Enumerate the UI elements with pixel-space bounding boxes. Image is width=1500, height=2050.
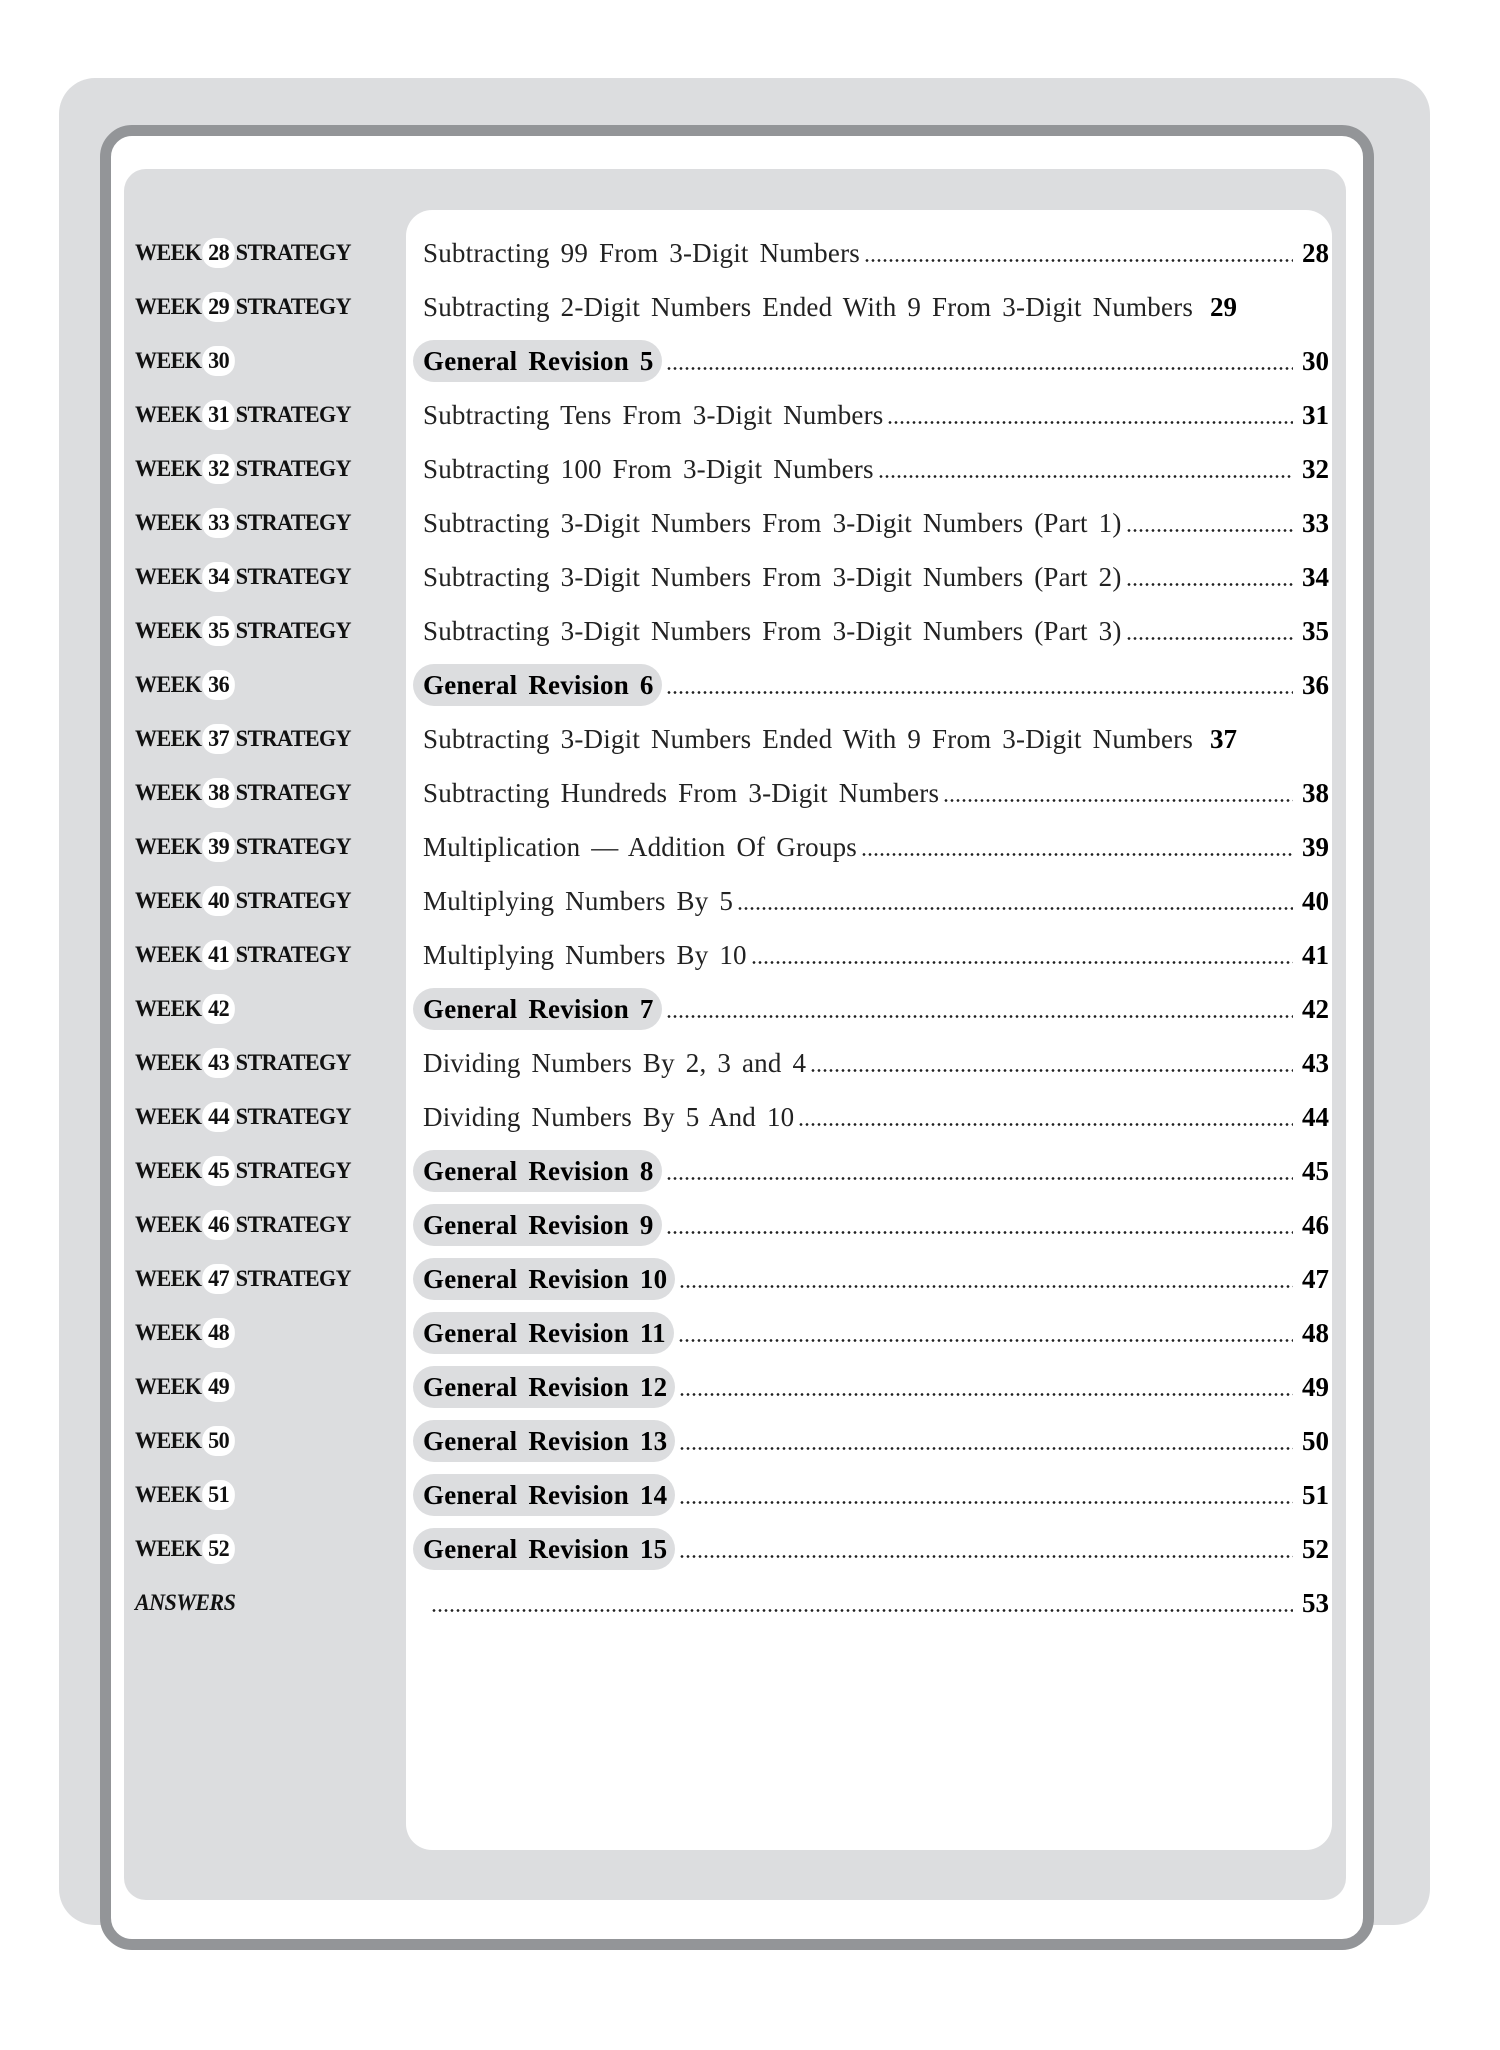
week-number-badge: 52 bbox=[202, 1534, 234, 1564]
toc-row[interactable] bbox=[0, 664, 1500, 706]
toc-entry[interactable] bbox=[413, 394, 1329, 436]
dot-leader bbox=[1126, 556, 1293, 598]
dot-leader bbox=[943, 772, 1293, 814]
week-number-badge: 43 bbox=[202, 1048, 234, 1078]
toc-row[interactable] bbox=[0, 772, 1500, 814]
toc-entry[interactable] bbox=[413, 718, 1329, 760]
toc-row[interactable] bbox=[0, 286, 1500, 328]
entry-title[interactable]: General Revision 6 bbox=[413, 664, 662, 706]
toc-row[interactable] bbox=[0, 826, 1500, 868]
week-label bbox=[135, 1258, 351, 1300]
week-prefix: WEEK bbox=[135, 564, 202, 589]
week-suffix: STRATEGY bbox=[235, 564, 352, 589]
toc-entry[interactable] bbox=[413, 772, 1329, 814]
page-number: 38 bbox=[1302, 777, 1329, 808]
week-number-badge: 38 bbox=[202, 778, 234, 808]
week-label bbox=[135, 1096, 351, 1138]
entry-title[interactable]: Dividing Numbers By 5 And 10 bbox=[423, 1101, 795, 1132]
toc-entry[interactable] bbox=[413, 1096, 1329, 1138]
week-label bbox=[135, 664, 236, 706]
week-prefix: WEEK bbox=[135, 1212, 202, 1237]
week-prefix: WEEK bbox=[135, 726, 202, 751]
toc-row[interactable] bbox=[0, 880, 1500, 922]
toc-row[interactable] bbox=[0, 718, 1500, 760]
week-prefix: WEEK bbox=[135, 834, 202, 859]
week-number-badge: 47 bbox=[202, 1264, 234, 1294]
week-prefix: WEEK bbox=[135, 1320, 202, 1345]
entry-title[interactable]: General Revision 5 bbox=[413, 340, 662, 382]
dot-leader bbox=[1126, 502, 1293, 544]
week-number-badge: 51 bbox=[202, 1480, 234, 1510]
entry-title[interactable]: Subtracting 3-Digit Numbers From 3-Digit Numbers (Part 2) bbox=[423, 561, 1122, 592]
page-number: 32 bbox=[1302, 453, 1329, 484]
page-number: 45 bbox=[1302, 1155, 1329, 1186]
week-label bbox=[135, 988, 236, 1030]
entry-title[interactable]: Dividing Numbers By 2, 3 and 4 bbox=[423, 1047, 807, 1078]
entry-title[interactable]: Subtracting 3-Digit Numbers Ended With 9 From 3-Digit Numbers bbox=[423, 723, 1194, 754]
entry-title[interactable]: Subtracting Hundreds From 3-Digit Numbers bbox=[423, 777, 940, 808]
week-number-badge: 49 bbox=[202, 1372, 234, 1402]
toc-entry[interactable] bbox=[413, 286, 1329, 328]
week-prefix: WEEK bbox=[135, 294, 202, 319]
toc-entry[interactable] bbox=[413, 1258, 1329, 1300]
dot-leader bbox=[1126, 610, 1293, 652]
week-suffix: STRATEGY bbox=[235, 1104, 352, 1129]
page-number: 34 bbox=[1302, 561, 1329, 592]
toc-entry[interactable] bbox=[413, 1150, 1329, 1192]
week-label bbox=[135, 394, 351, 436]
week-number-badge: 32 bbox=[202, 454, 234, 484]
toc-row[interactable] bbox=[0, 934, 1500, 976]
week-label bbox=[135, 232, 351, 274]
week-number-badge: 36 bbox=[202, 670, 234, 700]
toc-entry[interactable] bbox=[413, 448, 1329, 490]
week-prefix: WEEK bbox=[135, 1536, 202, 1561]
week-label bbox=[135, 1042, 351, 1084]
toc-row[interactable] bbox=[0, 1258, 1500, 1300]
toc-entry[interactable] bbox=[413, 232, 1329, 274]
page-number: 43 bbox=[1302, 1047, 1329, 1078]
dot-leader bbox=[1197, 718, 1201, 760]
toc-row[interactable] bbox=[0, 502, 1500, 544]
week-prefix: WEEK bbox=[135, 1374, 202, 1399]
week-number-badge: 44 bbox=[202, 1102, 234, 1132]
week-number-badge: 30 bbox=[202, 346, 234, 376]
week-prefix: WEEK bbox=[135, 888, 202, 913]
week-number-badge: 41 bbox=[202, 940, 234, 970]
week-number-badge: 37 bbox=[202, 724, 234, 754]
toc-row[interactable] bbox=[0, 1150, 1500, 1192]
week-label bbox=[135, 880, 351, 922]
page-number: 46 bbox=[1302, 1209, 1329, 1240]
dot-leader bbox=[751, 934, 1293, 976]
week-label bbox=[135, 1204, 351, 1246]
week-prefix: WEEK bbox=[135, 1266, 202, 1291]
dot-leader bbox=[666, 988, 1293, 1030]
entry-title[interactable]: General Revision 10 bbox=[413, 1258, 675, 1300]
toc-row[interactable] bbox=[0, 232, 1500, 274]
dot-leader bbox=[737, 880, 1293, 922]
page-number: 48 bbox=[1302, 1317, 1329, 1348]
week-number-badge: 35 bbox=[202, 616, 234, 646]
page-number: 42 bbox=[1302, 993, 1329, 1024]
toc-row[interactable] bbox=[0, 988, 1500, 1030]
week-prefix: WEEK bbox=[135, 780, 202, 805]
answers-label: ANSWERS bbox=[135, 1590, 236, 1615]
dot-leader bbox=[666, 664, 1293, 706]
dot-leader bbox=[678, 1312, 1293, 1354]
toc-row[interactable] bbox=[0, 1042, 1500, 1084]
week-number-badge: 28 bbox=[202, 238, 234, 268]
toc-entry[interactable] bbox=[413, 988, 1329, 1030]
week-suffix: STRATEGY bbox=[235, 402, 352, 427]
week-suffix: STRATEGY bbox=[235, 1050, 352, 1075]
week-label bbox=[135, 826, 351, 868]
dot-leader bbox=[810, 1042, 1293, 1084]
page-number: 39 bbox=[1302, 831, 1329, 862]
entry-title[interactable]: Multiplying Numbers By 10 bbox=[423, 939, 747, 970]
week-number-badge: 31 bbox=[202, 400, 234, 430]
page-number: 35 bbox=[1302, 615, 1329, 646]
week-prefix: WEEK bbox=[135, 942, 202, 967]
dot-leader bbox=[861, 826, 1293, 868]
toc-row[interactable] bbox=[0, 556, 1500, 598]
week-label bbox=[135, 1474, 236, 1516]
week-label bbox=[135, 286, 351, 328]
page-number: 30 bbox=[1302, 345, 1329, 376]
toc-row[interactable] bbox=[0, 1204, 1500, 1246]
dot-leader bbox=[878, 448, 1293, 490]
page-number: 28 bbox=[1302, 237, 1329, 268]
dot-leader bbox=[679, 1474, 1293, 1516]
toc-row[interactable] bbox=[0, 448, 1500, 490]
page-number: 41 bbox=[1302, 939, 1329, 970]
entry-title[interactable]: General Revision 8 bbox=[413, 1150, 662, 1192]
dot-leader bbox=[679, 1366, 1293, 1408]
page-number: 52 bbox=[1302, 1533, 1329, 1564]
entry-title[interactable]: General Revision 15 bbox=[413, 1528, 675, 1570]
week-number-badge: 50 bbox=[202, 1426, 234, 1456]
dot-leader bbox=[864, 232, 1293, 274]
week-label bbox=[135, 1150, 351, 1192]
week-prefix: WEEK bbox=[135, 510, 202, 535]
toc-entry[interactable] bbox=[413, 664, 1329, 706]
page-number: 47 bbox=[1302, 1263, 1329, 1294]
page-number: 49 bbox=[1302, 1371, 1329, 1402]
week-number-badge: 33 bbox=[202, 508, 234, 538]
page-number: 51 bbox=[1302, 1479, 1329, 1510]
toc-entry[interactable] bbox=[413, 1528, 1329, 1570]
week-number-badge: 40 bbox=[202, 886, 234, 916]
toc-row[interactable] bbox=[0, 610, 1500, 652]
page-number: 44 bbox=[1302, 1101, 1329, 1132]
week-label bbox=[135, 502, 351, 544]
dot-leader bbox=[679, 1528, 1293, 1570]
toc-entry[interactable] bbox=[413, 1366, 1329, 1408]
toc-entry[interactable] bbox=[413, 1474, 1329, 1516]
week-prefix: WEEK bbox=[135, 618, 202, 643]
dot-leader bbox=[798, 1096, 1293, 1138]
page-number: 36 bbox=[1302, 669, 1329, 700]
toc-row[interactable] bbox=[0, 1528, 1500, 1570]
toc-entry[interactable] bbox=[413, 340, 1329, 382]
week-suffix: STRATEGY bbox=[235, 942, 352, 967]
entry-title[interactable]: Subtracting 3-Digit Numbers From 3-Digit Numbers (Part 1) bbox=[423, 507, 1122, 538]
week-prefix: WEEK bbox=[135, 1482, 202, 1507]
entry-title[interactable]: General Revision 11 bbox=[413, 1312, 674, 1354]
week-prefix: WEEK bbox=[135, 1428, 202, 1453]
answers-entry[interactable] bbox=[431, 1582, 1329, 1624]
toc-row[interactable] bbox=[0, 340, 1500, 382]
entry-title[interactable]: Subtracting 99 From 3-Digit Numbers bbox=[423, 237, 860, 268]
page-number: 40 bbox=[1302, 885, 1329, 916]
dot-leader bbox=[1197, 286, 1201, 328]
entry-title[interactable]: Subtracting 3-Digit Numbers From 3-Digit Numbers (Part 3) bbox=[423, 615, 1122, 646]
entry-title[interactable]: Multiplication — Addition Of Groups bbox=[423, 831, 857, 862]
toc-row[interactable] bbox=[0, 1420, 1500, 1462]
week-number-badge: 29 bbox=[202, 292, 234, 322]
toc-entry[interactable] bbox=[413, 1420, 1329, 1462]
page-number: 53 bbox=[1302, 1587, 1329, 1618]
week-prefix: WEEK bbox=[135, 1104, 202, 1129]
week-suffix: STRATEGY bbox=[235, 510, 352, 535]
toc-entry[interactable] bbox=[413, 556, 1329, 598]
toc-row[interactable] bbox=[0, 1096, 1500, 1138]
toc-entry[interactable] bbox=[413, 934, 1329, 976]
toc-row-answers[interactable] bbox=[0, 1582, 1500, 1624]
week-suffix: STRATEGY bbox=[235, 618, 352, 643]
entry-title[interactable]: Subtracting Tens From 3-Digit Numbers bbox=[423, 399, 884, 430]
week-suffix: STRATEGY bbox=[235, 780, 352, 805]
dot-leader bbox=[679, 1420, 1293, 1462]
toc-entry[interactable] bbox=[413, 1204, 1329, 1246]
week-number-badge: 45 bbox=[202, 1156, 234, 1186]
dot-leader bbox=[666, 1204, 1293, 1246]
week-label bbox=[135, 934, 351, 976]
toc-row[interactable] bbox=[0, 1312, 1500, 1354]
week-label bbox=[135, 1312, 236, 1354]
week-prefix: WEEK bbox=[135, 402, 202, 427]
week-number-badge: 39 bbox=[202, 832, 234, 862]
week-suffix: STRATEGY bbox=[235, 240, 352, 265]
toc-row[interactable] bbox=[0, 1474, 1500, 1516]
week-label bbox=[135, 448, 351, 490]
week-label bbox=[135, 610, 351, 652]
week-suffix: STRATEGY bbox=[235, 888, 352, 913]
entry-title[interactable]: General Revision 9 bbox=[413, 1204, 662, 1246]
page-number: 50 bbox=[1302, 1425, 1329, 1456]
toc-entry[interactable] bbox=[413, 1312, 1329, 1354]
entry-title[interactable]: Multiplying Numbers By 5 bbox=[423, 885, 734, 916]
toc-entry[interactable] bbox=[413, 880, 1329, 922]
page-number: 29 bbox=[1210, 291, 1238, 322]
page-number: 37 bbox=[1210, 723, 1238, 754]
week-suffix: STRATEGY bbox=[235, 834, 352, 859]
week-suffix: STRATEGY bbox=[235, 1212, 352, 1237]
dot-leader bbox=[666, 340, 1293, 382]
dot-leader bbox=[666, 1150, 1293, 1192]
week-label bbox=[135, 1528, 236, 1570]
entry-title[interactable]: General Revision 12 bbox=[413, 1366, 675, 1408]
toc-entry[interactable] bbox=[413, 826, 1329, 868]
toc-entry[interactable] bbox=[413, 610, 1329, 652]
entry-title[interactable]: General Revision 13 bbox=[413, 1420, 675, 1462]
dot-leader bbox=[887, 394, 1293, 436]
week-number-badge: 46 bbox=[202, 1210, 234, 1240]
page-number: 31 bbox=[1302, 399, 1329, 430]
dot-leader bbox=[431, 1582, 1293, 1624]
week-number-badge: 42 bbox=[202, 994, 234, 1024]
week-suffix: STRATEGY bbox=[235, 1266, 352, 1291]
entry-title[interactable]: Subtracting 100 From 3-Digit Numbers bbox=[423, 453, 874, 484]
toc-entry[interactable] bbox=[413, 502, 1329, 544]
entry-title[interactable]: Subtracting 2-Digit Numbers Ended With 9 From 3-Digit Numbers bbox=[423, 291, 1194, 322]
toc-entry[interactable] bbox=[413, 1042, 1329, 1084]
week-prefix: WEEK bbox=[135, 348, 202, 373]
week-number-badge: 34 bbox=[202, 562, 234, 592]
week-label bbox=[135, 772, 351, 814]
week-suffix: STRATEGY bbox=[235, 726, 352, 751]
entry-title[interactable]: General Revision 14 bbox=[413, 1474, 675, 1516]
week-prefix: WEEK bbox=[135, 1050, 202, 1075]
toc-row[interactable] bbox=[0, 394, 1500, 436]
week-suffix: STRATEGY bbox=[235, 456, 352, 481]
week-label bbox=[135, 718, 351, 760]
toc-row[interactable] bbox=[0, 1366, 1500, 1408]
week-prefix: WEEK bbox=[135, 240, 202, 265]
week-prefix: WEEK bbox=[135, 1158, 202, 1183]
entry-title[interactable]: General Revision 7 bbox=[413, 988, 662, 1030]
week-suffix: STRATEGY bbox=[235, 294, 352, 319]
week-label bbox=[135, 340, 236, 382]
page-number: 33 bbox=[1302, 507, 1329, 538]
week-prefix: WEEK bbox=[135, 672, 202, 697]
week-label bbox=[135, 556, 351, 598]
week-number-badge: 48 bbox=[202, 1318, 234, 1348]
dot-leader bbox=[679, 1258, 1293, 1300]
week-suffix: STRATEGY bbox=[235, 1158, 352, 1183]
week-prefix: WEEK bbox=[135, 456, 202, 481]
week-label bbox=[135, 1420, 236, 1462]
week-prefix: WEEK bbox=[135, 996, 202, 1021]
week-label bbox=[135, 1366, 236, 1408]
